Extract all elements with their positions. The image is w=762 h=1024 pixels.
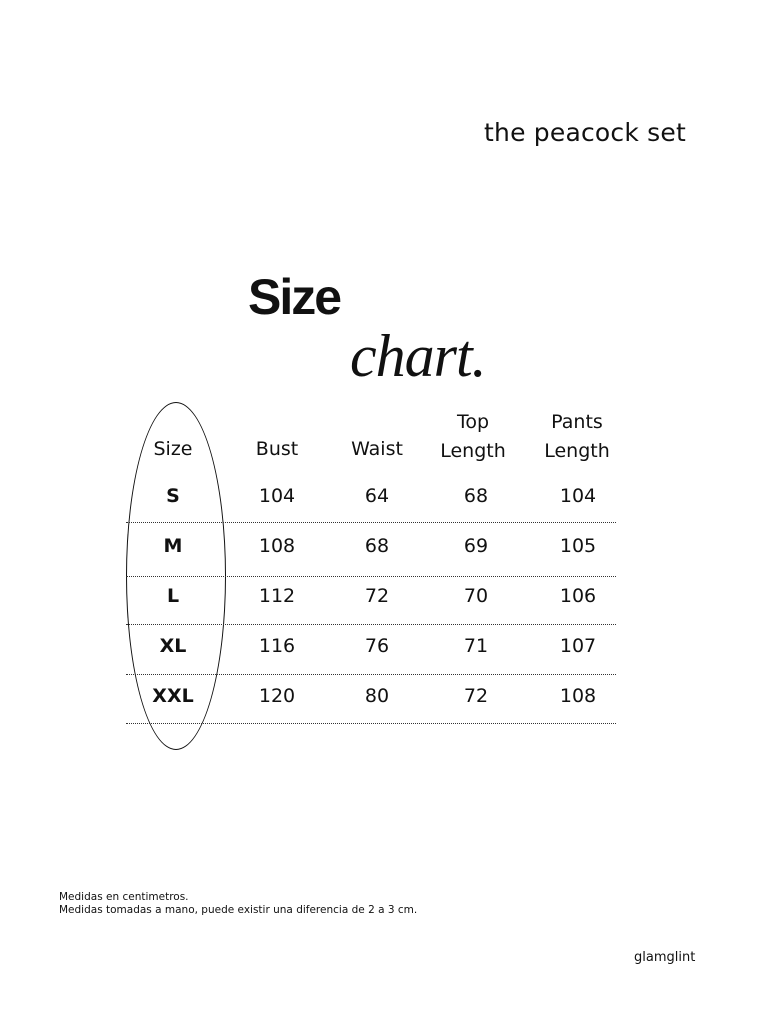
- row-xl-size: XL: [159, 635, 187, 657]
- row-xl-pants-length: 107: [559, 635, 597, 657]
- row-divider: [126, 522, 616, 523]
- row-m-pants-length: 105: [559, 535, 597, 557]
- row-divider: [126, 576, 616, 577]
- row-xxl-top-length: 72: [463, 685, 489, 707]
- row-divider: [126, 674, 616, 675]
- row-l-top-length: 70: [463, 585, 489, 607]
- row-divider: [126, 624, 616, 625]
- header-top-length-line2: Length: [440, 440, 506, 462]
- note-units: Medidas en centimetros.: [59, 891, 189, 903]
- header-pants-length-line2: Length: [544, 440, 610, 462]
- row-l-waist: 72: [364, 585, 390, 607]
- header-size: Size: [153, 438, 193, 460]
- note-tolerance: Medidas tomadas a mano, puede existir una diferencia de 2 a 3 cm.: [59, 904, 418, 916]
- header-bust: Bust: [255, 438, 299, 460]
- row-l-pants-length: 106: [559, 585, 597, 607]
- row-m-size: M: [163, 535, 183, 557]
- row-s-size: S: [166, 485, 180, 507]
- row-xxl-waist: 80: [364, 685, 390, 707]
- row-xl-waist: 76: [364, 635, 390, 657]
- header-top-length-line1: Top: [456, 411, 490, 433]
- product-name: the peacock set: [484, 118, 686, 147]
- row-xxl-bust: 120: [258, 685, 296, 707]
- header-waist: Waist: [351, 438, 403, 460]
- row-s-waist: 64: [364, 485, 390, 507]
- row-divider: [126, 723, 616, 724]
- brand-name: glamglint: [634, 950, 696, 965]
- row-m-waist: 68: [364, 535, 390, 557]
- row-xl-bust: 116: [258, 635, 296, 657]
- header-pants-length-line1: Pants: [551, 411, 603, 433]
- title-size: Size: [248, 269, 341, 325]
- row-s-bust: 104: [258, 485, 296, 507]
- row-xxl-size: XXL: [152, 685, 194, 707]
- row-xxl-pants-length: 108: [559, 685, 597, 707]
- row-l-size: L: [166, 585, 180, 607]
- row-xl-top-length: 71: [463, 635, 489, 657]
- row-s-top-length: 68: [463, 485, 489, 507]
- row-s-pants-length: 104: [559, 485, 597, 507]
- row-m-bust: 108: [258, 535, 296, 557]
- title-chart: chart.: [350, 323, 486, 389]
- row-l-bust: 112: [258, 585, 296, 607]
- row-m-top-length: 69: [463, 535, 489, 557]
